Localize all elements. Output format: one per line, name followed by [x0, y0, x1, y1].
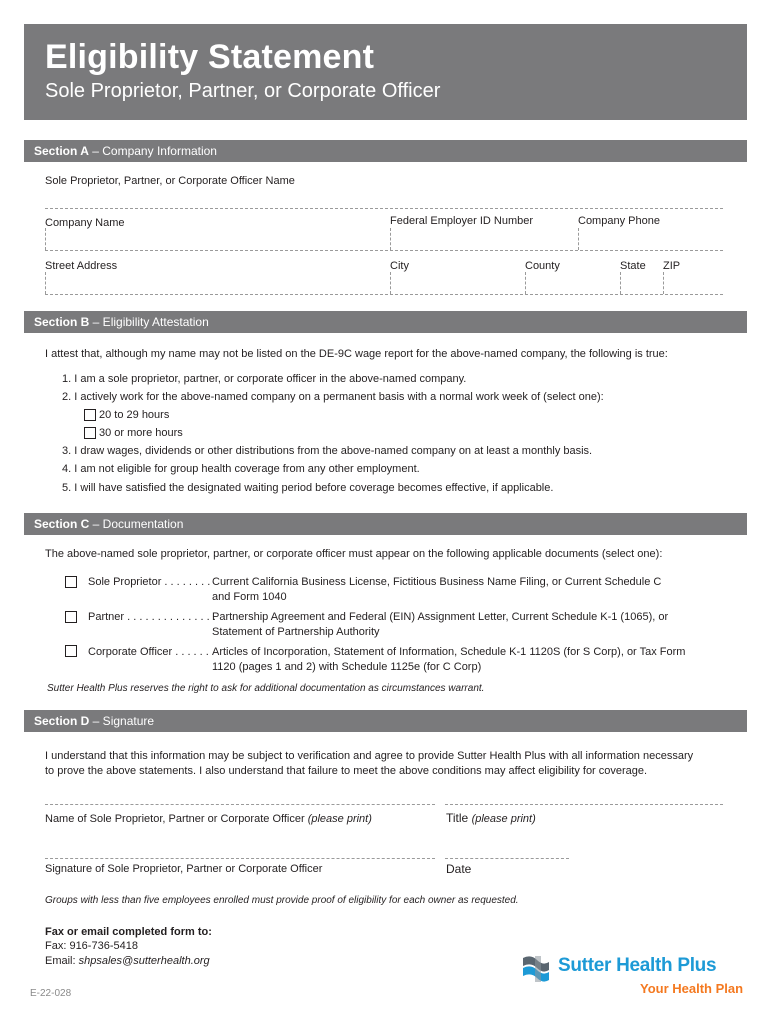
- divider: [620, 272, 621, 294]
- section-b-label: Section B: [34, 315, 90, 329]
- section-b-bar: [24, 311, 747, 333]
- corporate-officer-label: Corporate Officer . . . . . .: [88, 646, 209, 658]
- divider: [390, 228, 391, 250]
- email-line: [45, 954, 210, 969]
- form-subtitle: Sole Proprietor, Partner, or Corporate Officer: [45, 80, 441, 102]
- attestation-intro: I attest that, although my name may not be listed on the DE-9C wage report for the above-named company, the following is true:: [45, 348, 668, 360]
- title-print-label: [446, 811, 536, 825]
- groups-note: Groups with less than five employees enrolled must provide proof of eligibility for each owner as requested.: [45, 895, 519, 906]
- hours-30-plus-label: 30 or more hours: [99, 427, 183, 439]
- section-d-title: – Signature: [89, 714, 155, 728]
- sole-proprietor-docs: [212, 575, 732, 605]
- fein-label: Federal Employer ID Number: [390, 215, 534, 227]
- company-phone-label: Company Phone: [578, 215, 660, 227]
- doc-line: Partnership Agreement and Federal (EIN) Assignment Letter, Current Schedule K-1 (1065), or: [212, 611, 669, 623]
- title-label-text: Title: [446, 811, 469, 825]
- partner-docs: [212, 610, 732, 640]
- title-hint: (please print): [471, 813, 536, 825]
- form-title: Eligibility Statement: [45, 38, 375, 76]
- corporate-officer-docs: [212, 645, 732, 675]
- documentation-note: Sutter Health Plus reserves the right to ask for additional documentation as circumstances warrant.: [47, 683, 485, 694]
- doc-line: 1120 (pages 1 and 2) with Schedule 1125e (for C Corp): [212, 661, 482, 673]
- corporate-officer-checkbox[interactable]: [65, 645, 77, 657]
- hours-20-29-label: 20 to 29 hours: [99, 409, 170, 421]
- date-field[interactable]: [445, 858, 569, 859]
- partner-label: Partner . . . . . . . . . . . . . . .: [88, 611, 216, 623]
- section-b-title: – Eligibility Attestation: [89, 315, 209, 329]
- divider: [663, 272, 664, 294]
- officer-name-field[interactable]: [45, 208, 723, 209]
- city-label: City: [390, 260, 409, 272]
- section-a-label: Section A: [34, 144, 89, 158]
- divider: [390, 272, 391, 294]
- divider: [45, 228, 46, 250]
- attestation-item: 3. I draw wages, dividends or other distributions from the above-named company on at least a monthly basis.: [62, 445, 593, 457]
- divider: [578, 228, 579, 250]
- signature-field[interactable]: [45, 858, 435, 859]
- officer-name-print-field[interactable]: [45, 804, 435, 805]
- name-print-label: [45, 812, 372, 827]
- form-code: E-22-028: [30, 988, 72, 999]
- attestation-item: 5. I will have satisfied the designated waiting period before coverage becomes effective, if applicable.: [62, 482, 554, 494]
- company-name-label: Company Name: [45, 217, 125, 229]
- statement-line: I understand that this information may be subject to verification and agree to provide Sutter Health Plus with all information necessary: [45, 750, 694, 762]
- signature-label: Signature of Sole Proprietor, Partner or Corporate Officer: [45, 863, 323, 875]
- doc-line: and Form 1040: [212, 591, 287, 603]
- doc-line: Articles of Incorporation, Statement of Information, Schedule K-1 1120S (for S Corp), or Tax Form: [212, 646, 686, 658]
- sole-proprietor-checkbox[interactable]: [65, 576, 77, 588]
- statement-line: to prove the above statements. I also understand that failure to meet the above conditions may affect eligibility for coverage.: [45, 765, 648, 777]
- email-prefix: Email:: [45, 955, 79, 967]
- email-address[interactable]: shpsales@sutterhealth.org: [78, 955, 210, 967]
- documentation-intro: The above-named sole proprietor, partner, or corporate officer must appear on the following applicable documents (select one):: [45, 548, 663, 560]
- fax-number: Fax: 916-736-5418: [45, 940, 138, 952]
- section-d-bar: [24, 710, 747, 732]
- doc-line: Current California Business License, Fictitious Business Name Filing, or Current Schedule C: [212, 576, 662, 588]
- section-c-bar: [24, 513, 747, 535]
- logo-name: Sutter Health Plus: [558, 955, 717, 976]
- hours-30-plus-checkbox[interactable]: [84, 427, 96, 439]
- title-print-field[interactable]: [445, 804, 723, 805]
- logo-tagline: Your Health Plan: [640, 981, 744, 996]
- name-hint: (please print): [307, 813, 372, 825]
- sole-proprietor-label: Sole Proprietor . . . . . . . .: [88, 576, 211, 588]
- state-label: State: [620, 260, 646, 272]
- officer-name-label: Sole Proprietor, Partner, or Corporate Officer Name: [45, 175, 295, 187]
- attestation-item: 1. I am a sole proprietor, partner, or corporate officer in the above-named company.: [62, 373, 467, 385]
- street-address-label: Street Address: [45, 260, 118, 272]
- sutter-health-logo-icon: [519, 952, 553, 986]
- section-a-bar: [24, 140, 747, 162]
- date-label: Date: [446, 862, 472, 876]
- divider: [45, 272, 46, 294]
- name-label-text: Name of Sole Proprietor, Partner or Corporate Officer: [45, 813, 305, 825]
- section-c-label: Section C: [34, 517, 90, 531]
- send-title: Fax or email completed form to:: [45, 926, 212, 938]
- divider: [525, 272, 526, 294]
- doc-line: Statement of Partnership Authority: [212, 626, 380, 638]
- hours-20-29-checkbox[interactable]: [84, 409, 96, 421]
- section-c-title: – Documentation: [89, 517, 184, 531]
- signature-statement: [45, 749, 755, 779]
- address-row-field[interactable]: [45, 294, 723, 295]
- attestation-item: 2. I actively work for the above-named company on a permanent basis with a normal work week of (select one):: [62, 391, 604, 403]
- zip-label: ZIP: [663, 260, 681, 272]
- county-label: County: [525, 260, 560, 272]
- attestation-item: 4. I am not eligible for group health coverage from any other employment.: [62, 463, 420, 475]
- company-row-field[interactable]: [45, 250, 723, 251]
- section-a-title: – Company Information: [88, 144, 217, 158]
- partner-checkbox[interactable]: [65, 611, 77, 623]
- section-d-label: Section D: [34, 714, 90, 728]
